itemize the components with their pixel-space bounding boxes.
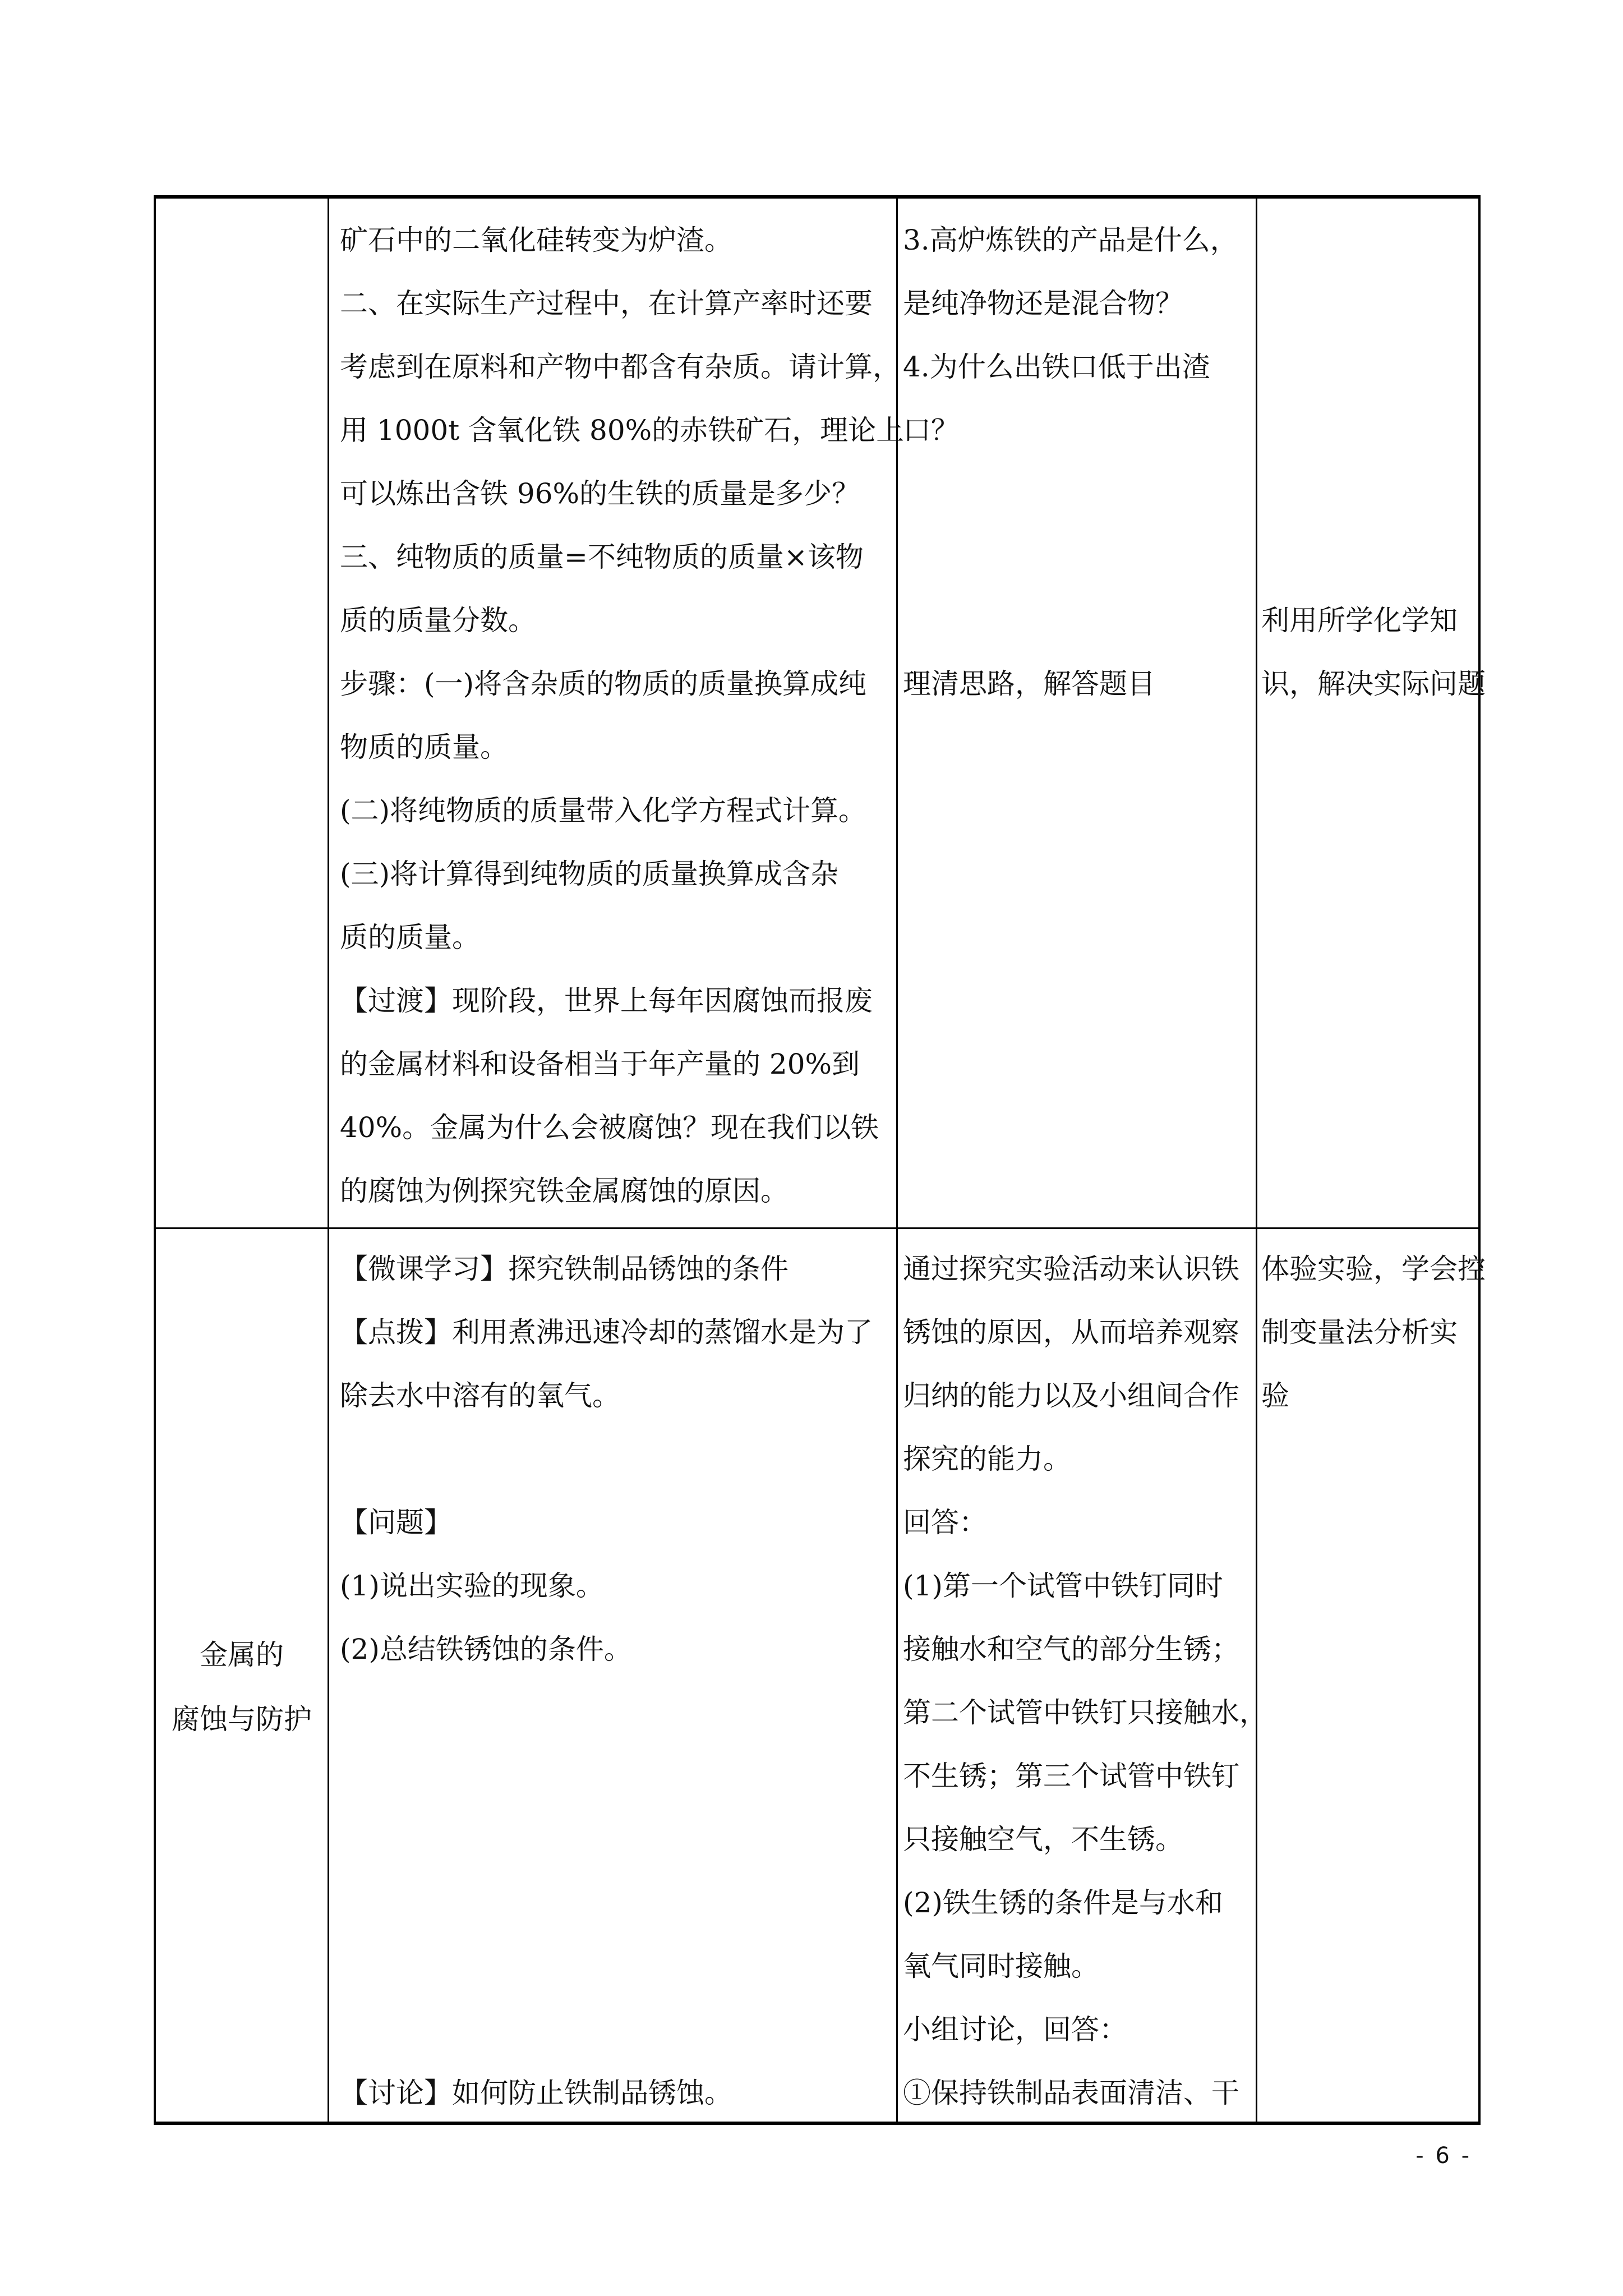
text-line: 通过探究实验活动来认识铁: [903, 1253, 1239, 1285]
text-line: [903, 462, 1256, 526]
text-line: 锈蚀的原因，从而培养观察: [903, 1316, 1239, 1349]
text-line: 第二个试管中铁钉只接触水，: [903, 1696, 1267, 1729]
text-line: [1261, 462, 1478, 526]
student-activity-cell: [896, 1227, 1267, 2125]
text-line: [340, 1808, 896, 1871]
text-line: 3.高炉炼铁的产品是什么，: [903, 224, 1238, 256]
text-line: 矿石中的二氧化硅转变为炉渣。: [340, 224, 732, 256]
text-line: 不生锈；第三个试管中铁钉: [903, 1760, 1239, 1792]
text-line: 【问题】: [340, 1506, 452, 1539]
text-line: 三、纯物质的质量=不纯物质的质量×该物: [340, 541, 864, 573]
text-line: [1261, 526, 1478, 589]
student-activity-cell: [896, 199, 1256, 1227]
text-line: (二)将纯物质的质量带入化学方程式计算。: [340, 794, 867, 827]
text-line: [340, 1871, 896, 1935]
text-line: 可以炼出含铁 96%的生铁的质量是多少？: [340, 477, 860, 510]
text-line: (2)铁生锈的条件是与水和: [903, 1887, 1223, 1919]
text-line: 验: [1261, 1379, 1289, 1412]
text-line: 除去水中溶有的氧气。: [340, 1379, 620, 1412]
section-label: 腐蚀与防护: [172, 1703, 312, 1736]
text-line: 体验实验，学会控: [1261, 1253, 1486, 1285]
text-line: 制变量法分析实: [1261, 1316, 1458, 1349]
text-line: ①保持铁制品表面清洁、干: [903, 2077, 1239, 2109]
text-line: 二、在实际生产过程中，在计算产率时还要: [340, 287, 873, 320]
text-line: [1261, 335, 1478, 399]
text-line: 质的质量。: [340, 921, 480, 954]
page-number: - 6 -: [1415, 2143, 1472, 2169]
text-line: 是纯净物还是混合物？: [903, 287, 1183, 320]
text-line: [1261, 209, 1478, 272]
text-line: 40%。金属为什么会被腐蚀？现在我们以铁: [340, 1111, 879, 1144]
text-line: [1261, 399, 1478, 462]
text-line: 考虑到在原料和产物中都含有杂质。请计算，: [340, 351, 901, 383]
text-line: 回答：: [903, 1506, 987, 1539]
text-line: 【微课学习】探究铁制品锈蚀的条件: [340, 1253, 789, 1285]
lesson-plan-table: [154, 195, 1486, 2125]
text-line: [903, 526, 1256, 589]
text-line: [340, 1428, 896, 1491]
section-label-cell: [156, 1227, 328, 2125]
text-line: [1261, 272, 1478, 335]
section-label: 金属的: [200, 1639, 284, 1671]
text-line: 【过渡】现阶段，世界上每年因腐蚀而报废: [340, 984, 873, 1017]
text-line: (1)说出实验的现象。: [340, 1570, 604, 1602]
text-line: [340, 1935, 896, 1998]
text-line: 理清思路，解答题目: [903, 668, 1155, 700]
text-line: 的腐蚀为例探究铁金属腐蚀的原因。: [340, 1175, 789, 1207]
text-line: (三)将计算得到纯物质的质量换算成含杂: [340, 858, 839, 890]
text-line: 归纳的能力以及小组间合作: [903, 1379, 1239, 1412]
text-line: 4.为什么出铁口低于出渣: [903, 351, 1210, 383]
text-line: 质的质量分数。: [340, 604, 536, 637]
text-line: 用 1000t 含氧化铁 80%的赤铁矿石，理论上: [340, 414, 905, 447]
text-line: 利用所学化学知: [1261, 604, 1458, 637]
text-line: [340, 1745, 896, 1808]
design-intent-cell: [1256, 199, 1486, 1227]
text-line: 只接触空气，不生锈。: [903, 1823, 1183, 1856]
text-line: (1)第一个试管中铁钉同时: [903, 1570, 1223, 1602]
design-intent-cell: [1256, 1227, 1486, 2125]
text-line: 氧气同时接触。: [903, 1950, 1099, 1982]
text-line: (2)总结铁锈蚀的条件。: [340, 1633, 632, 1665]
text-line: 接触水和空气的部分生锈；: [903, 1633, 1239, 1665]
text-line: 口？: [903, 414, 959, 447]
text-line: [340, 1998, 896, 2062]
text-line: 【讨论】如何防止铁制品锈蚀。: [340, 2077, 732, 2109]
text-line: 识，解决实际问题: [1261, 668, 1486, 700]
teacher-activity-cell: [328, 1227, 896, 2125]
text-line: [340, 1681, 896, 1745]
teacher-activity-cell: [328, 199, 905, 1227]
text-line: 物质的质量。: [340, 731, 508, 763]
text-line: 的金属材料和设备相当于年产量的 20%到: [340, 1048, 860, 1080]
text-line: 步骤：(一)将含杂质的物质的质量换算成纯: [340, 668, 867, 700]
text-line: [903, 589, 1256, 652]
text-line: 小组讨论，回答：: [903, 2013, 1127, 2046]
text-line: 探究的能力。: [903, 1443, 1071, 1475]
text-line: 【点拨】利用煮沸迅速冷却的蒸馏水是为了: [340, 1316, 873, 1349]
